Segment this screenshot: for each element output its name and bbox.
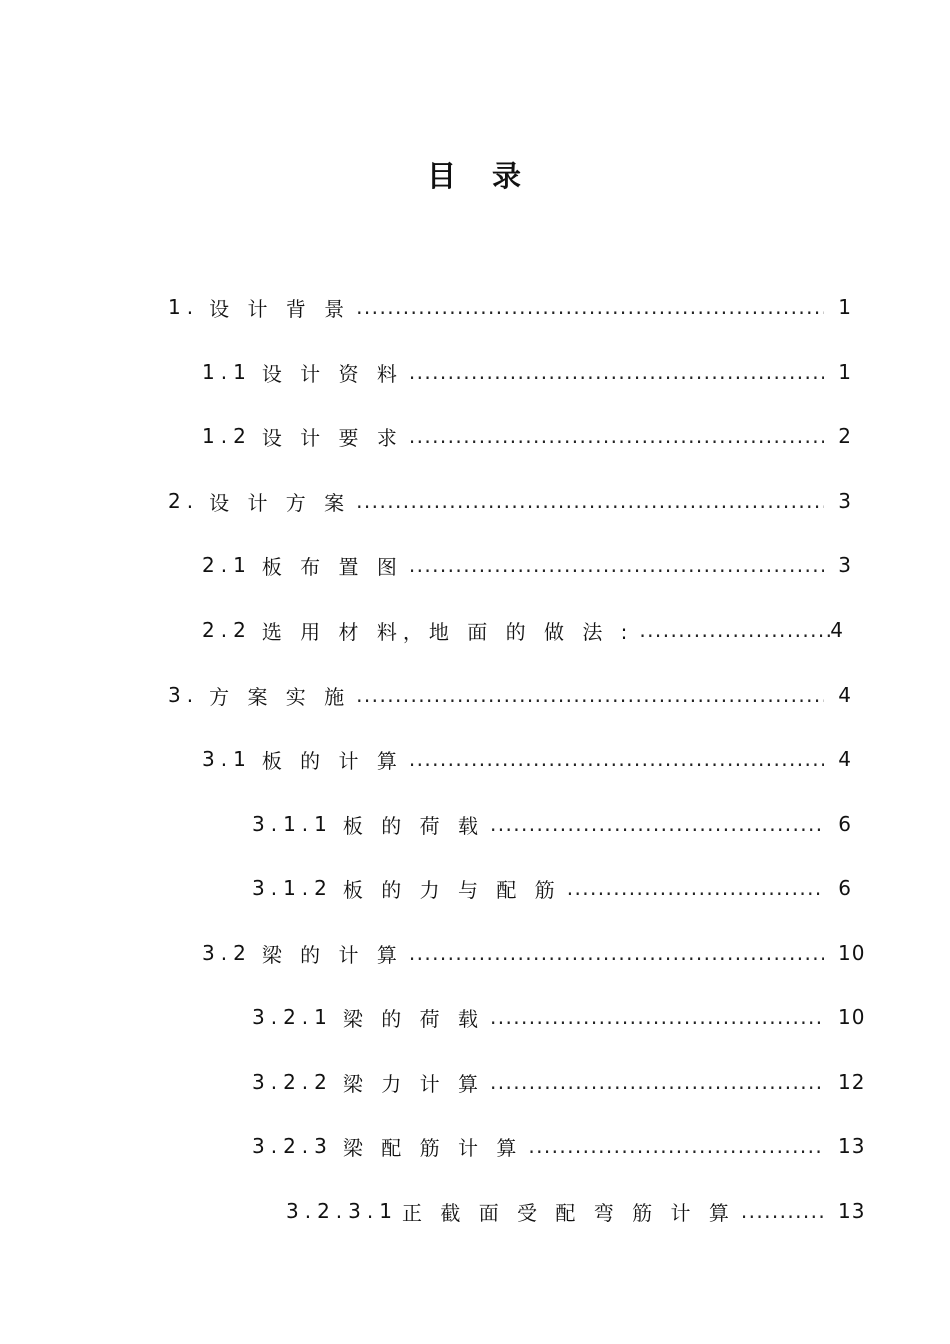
- toc-entry-label: 板 的 计 算: [261, 748, 403, 773]
- toc-entry-label: 选 用 材 料，地 面 的 做 法 :: [261, 619, 634, 644]
- toc-entry-number: 1.2: [202, 424, 252, 448]
- toc-entry-number: 3.1.1: [252, 812, 333, 836]
- toc-entry-number: 3.1: [202, 747, 252, 771]
- toc-entry-label: 设 计 要 求: [261, 425, 403, 450]
- toc-leader-dots: [490, 812, 824, 836]
- toc-entry-label: 设 计 方 案: [209, 490, 351, 515]
- toc-entry[interactable]: [252, 993, 866, 1041]
- toc-entry-label: 正 截 面 受 配 弯 筋 计 算: [401, 1200, 735, 1225]
- toc-title-char-1: 目: [426, 159, 458, 193]
- toc-entry[interactable]: [252, 864, 852, 912]
- toc-entry[interactable]: [202, 929, 866, 977]
- toc-entry-page: 3: [838, 489, 852, 513]
- toc-leader-dots: [741, 1199, 824, 1223]
- toc-entry-label: 梁 配 筋 计 算: [342, 1135, 523, 1160]
- toc-entry-label: 方 案 实 施: [209, 684, 351, 709]
- toc-leader-dots: [409, 941, 824, 965]
- toc-entry[interactable]: [202, 606, 844, 654]
- toc-entry-page: 2: [838, 424, 852, 448]
- toc-leader-dots: [490, 1070, 824, 1094]
- toc-entry-number: 3.2.3: [252, 1134, 333, 1158]
- toc-title: [0, 152, 950, 200]
- toc-entry[interactable]: [286, 1187, 866, 1235]
- toc-entry-number: 3.2.3.1: [286, 1199, 398, 1223]
- toc-entry-number: 3.2.1: [252, 1005, 333, 1029]
- toc-title-char-2: 录: [492, 159, 524, 193]
- toc-entry[interactable]: [252, 1058, 866, 1106]
- toc-entry-label: 设 计 资 料: [261, 361, 403, 386]
- toc-entry-number: 3.: [168, 683, 200, 707]
- toc-entry-page: 3: [838, 553, 852, 577]
- toc-leader-dots: [528, 1134, 824, 1158]
- toc-entry-label: 设 计 背 景: [209, 296, 351, 321]
- toc-entry[interactable]: [202, 735, 852, 783]
- toc-entry[interactable]: [168, 283, 852, 331]
- toc-leader-dots: [356, 489, 824, 513]
- toc-leader-dots: [356, 683, 824, 707]
- toc-entry-page: 1: [838, 295, 852, 319]
- toc-leader-dots: [409, 553, 824, 577]
- toc-leader-dots: [567, 876, 824, 900]
- toc-entry-label: 板 的 力 与 配 筋: [342, 877, 561, 902]
- toc-entry-page: 4: [838, 747, 852, 771]
- toc-entry-number: 3.1.2: [252, 876, 333, 900]
- toc-entry-page: 4: [838, 683, 852, 707]
- toc-entry-page: 13: [838, 1134, 866, 1158]
- toc-entry-page: 1: [838, 360, 852, 384]
- toc-leader-dots: [409, 360, 824, 384]
- toc-leader-dots: [409, 747, 824, 771]
- toc-entry[interactable]: [202, 412, 852, 460]
- toc-entry[interactable]: [168, 477, 852, 525]
- toc-leader-dots: [490, 1005, 824, 1029]
- toc-entry-number: 1.1: [202, 360, 252, 384]
- toc-entry-number: 2.: [168, 489, 200, 513]
- toc-entry-page: 6: [838, 876, 852, 900]
- toc-leader-dots: [409, 424, 824, 448]
- toc-leader-dots: [639, 618, 830, 642]
- toc-entry-number: 3.2: [202, 941, 252, 965]
- toc-entry[interactable]: [252, 800, 852, 848]
- toc-entry-number: 2.2: [202, 618, 252, 642]
- toc-entry-label: 梁 的 计 算: [261, 942, 403, 967]
- toc-entry-label: 板 布 置 图: [261, 554, 403, 579]
- toc-entry-page: 12: [838, 1070, 866, 1094]
- toc-entry[interactable]: [168, 671, 852, 719]
- toc-entry-label: 梁 的 荷 载: [342, 1006, 484, 1031]
- toc-entry-page: 4: [830, 618, 844, 642]
- toc-entry-label: 梁 力 计 算: [342, 1071, 484, 1096]
- toc-entry-number: 3.2.2: [252, 1070, 333, 1094]
- toc-entry-label: 板 的 荷 载: [342, 813, 484, 838]
- toc-entry[interactable]: [202, 541, 852, 589]
- toc-entry-page: 10: [838, 1005, 866, 1029]
- toc-entry[interactable]: [252, 1122, 866, 1170]
- toc-entry-page: 6: [838, 812, 852, 836]
- toc-entry-number: 1.: [168, 295, 200, 319]
- toc-entry-page: 13: [838, 1199, 866, 1223]
- toc-entry[interactable]: [202, 348, 852, 396]
- toc-entry-number: 2.1: [202, 553, 252, 577]
- toc-leader-dots: [356, 295, 824, 319]
- toc-entry-page: 10: [838, 941, 866, 965]
